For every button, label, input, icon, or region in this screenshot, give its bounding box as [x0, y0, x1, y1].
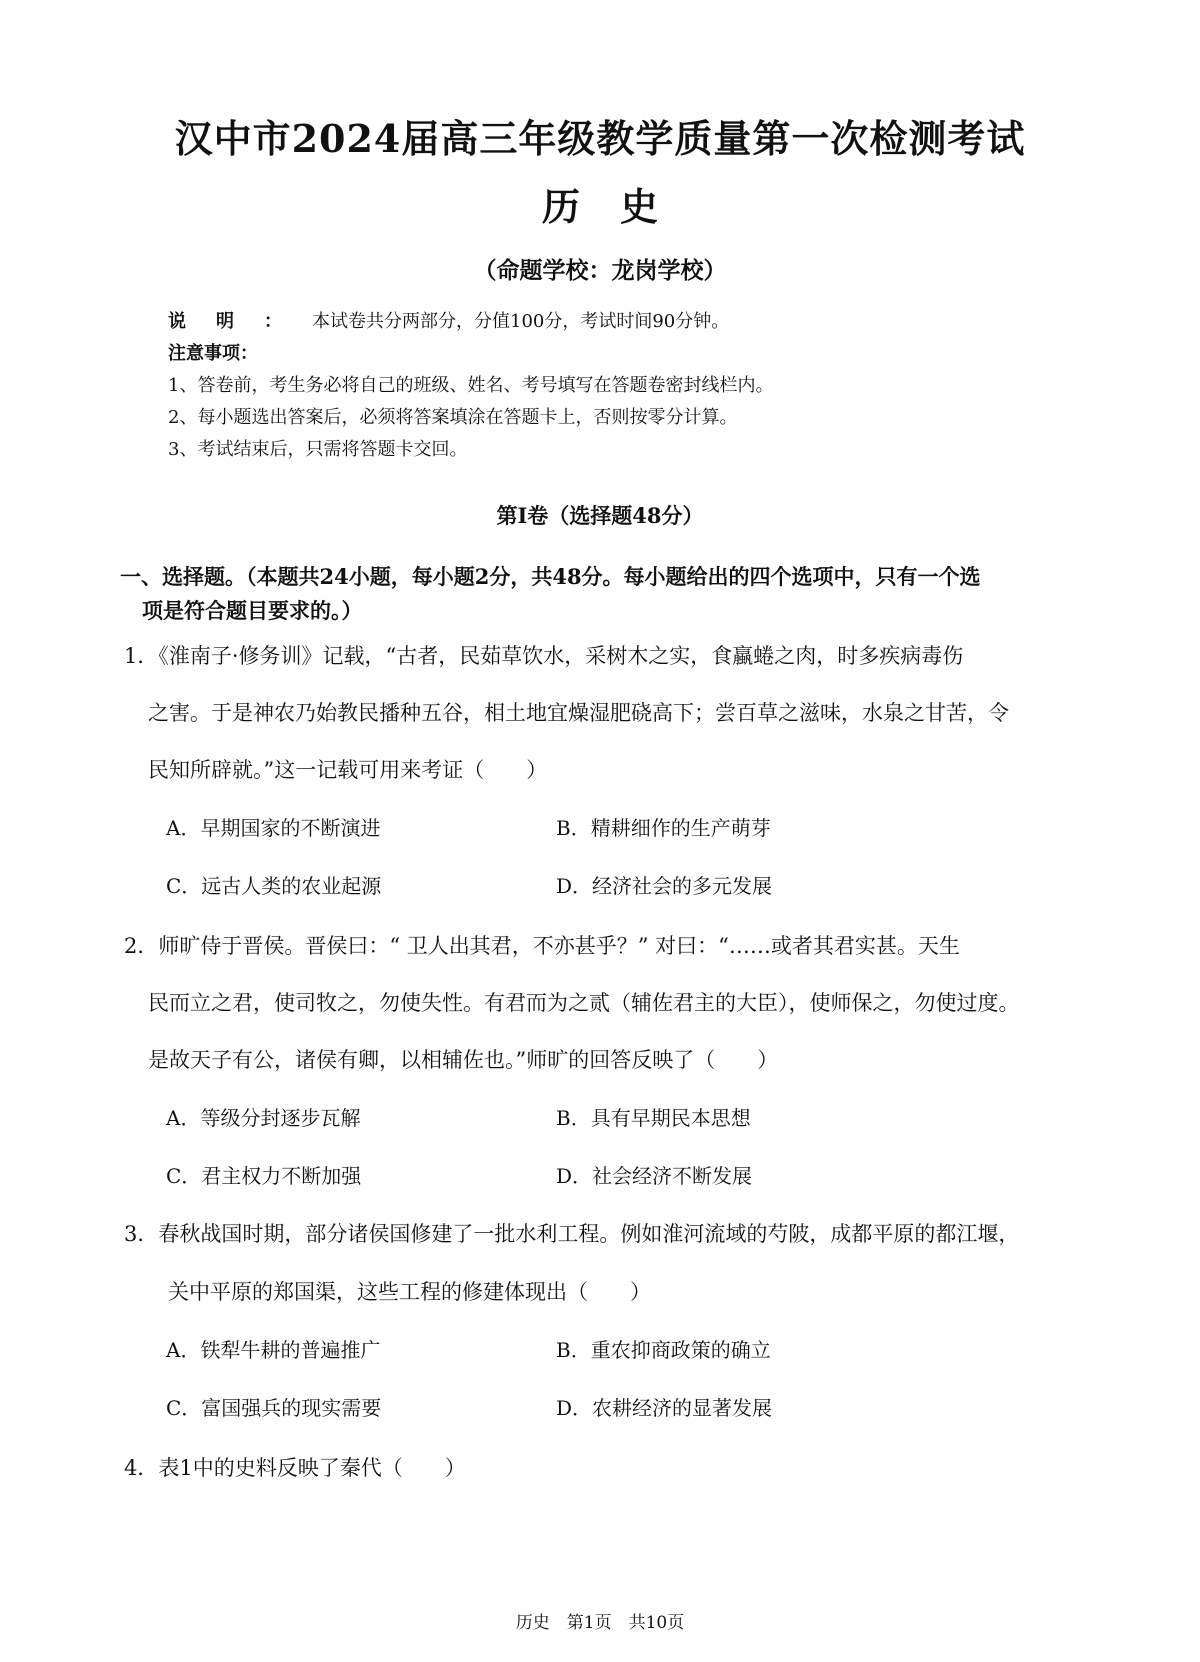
section-line: 一、选择题。（本题共24小题，每小题2分，共48分。每小题给出的四个选项中，只有一个选	[120, 564, 981, 589]
question-2-line: 民而立之君，使司牧之，勿使失性。有君而为之贰（辅佐君主的大臣），使师保之，勿使过度。	[148, 991, 1020, 1015]
question-3-option-b: B．重农抑商政策的确立	[556, 1338, 771, 1362]
question-1-line: 1．《淮南子·修务训》记载，“古者，民茹草饮水，采树木之实，食蠃蜷之肉，时多疾病毒伤	[124, 644, 964, 668]
question-1-option-b: B．精耕细作的生产萌芽	[556, 816, 771, 840]
note-item: 2、每小题选出答案后，必须将答案填涂在答题卡上，否则按零分计算。	[168, 407, 738, 428]
question-1-option-c: C．远古人类的农业起源	[166, 874, 382, 898]
exam-title: 汉中市2024届高三年级教学质量第一次检测考试	[174, 116, 1026, 161]
question-1-line: 民知所辟就。”这一记载可用来考证（ ）	[148, 758, 548, 782]
question-3-option-d: D．农耕经济的显著发展	[556, 1396, 773, 1420]
question-2-line: 2．师旷侍于晋侯。晋侯曰：“ 卫人出其君，不亦甚乎？” 对曰：“……或者其君实甚。天生	[124, 934, 960, 958]
section-line: 项是符合题目要求的。）	[142, 598, 363, 623]
question-3-option-a: A．铁犁牛耕的普遍推广	[166, 1338, 381, 1362]
explain-row	[168, 306, 773, 338]
notes-label: 注意事项：	[168, 343, 258, 364]
note-item: 1、答卷前，考生务必将自己的班级、姓名、考号填写在答题卷密封线栏内。	[168, 375, 774, 396]
question-1-option-a: A．早期国家的不断演进	[166, 816, 381, 840]
question-3-line: 3．春秋战国时期，部分诸侯国修建了一批水利工程。例如淮河流域的芍陂，成都平原的都江堰，	[124, 1222, 1020, 1246]
question-1-option-d: D．经济社会的多元发展	[556, 874, 773, 898]
question-2-option-a: A．等级分封逐步瓦解	[166, 1106, 361, 1130]
question-2-option-c: C．君主权力不断加强	[166, 1164, 362, 1188]
school-line: （命题学校：龙岗学校）	[473, 257, 727, 284]
notes-label-row	[168, 338, 773, 370]
explain-text: 本试卷共分两部分，分值100分，考试时间90分钟。	[312, 311, 730, 332]
part-title: 第Ⅰ卷（选择题48分）	[496, 503, 704, 528]
question-1-line: 之害。于是神农乃始教民播种五谷，相土地宜燥湿肥硗高下；尝百草之滋味，水泉之甘苦，令	[148, 701, 1009, 725]
question-3-line: 关中平原的郑国渠，这些工程的修建体现出（ ）	[168, 1280, 651, 1304]
instructions	[168, 306, 773, 466]
question-2-option-b: B．具有早期民本思想	[556, 1106, 751, 1130]
section-heading	[120, 560, 1080, 628]
question-2-line: 是故天子有公，诸侯有卿，以相辅佐也。”师旷的回答反映了（ ）	[148, 1048, 779, 1072]
question-3-option-c: C．富国强兵的现实需要	[166, 1396, 382, 1420]
subject-title: 历史	[541, 184, 698, 229]
page-footer: 历史 第1页 共10页	[515, 1613, 685, 1633]
question-2-option-d: D．社会经济不断发展	[556, 1164, 753, 1188]
explain-label: 说明：	[168, 311, 312, 332]
note-item: 3、考试结束后，只需将答题卡交回。	[168, 439, 468, 460]
question-4-line: 4．表1中的史料反映了秦代（ ）	[124, 1456, 466, 1480]
